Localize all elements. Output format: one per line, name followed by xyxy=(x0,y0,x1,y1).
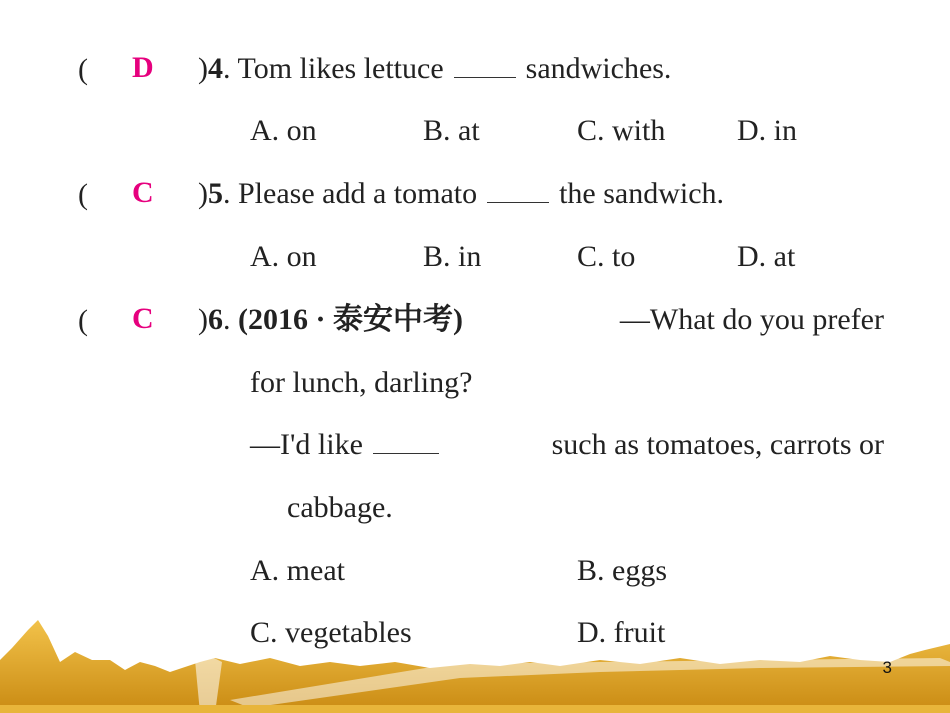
option-d: D. fruit xyxy=(577,616,666,649)
answer-letter: C xyxy=(132,302,154,335)
option-c: C. vegetables xyxy=(250,616,412,649)
question-line: cabbage. xyxy=(287,491,393,524)
option-d: D. at xyxy=(737,240,796,273)
question-stem: )5. Please add a tomato the sandwich. xyxy=(198,177,725,210)
question-source: (2016 · 泰安中考) xyxy=(238,303,463,336)
question-stem: )4. Tom likes lettuce sandwiches. xyxy=(198,52,672,85)
answer-blank xyxy=(487,180,549,203)
option-a: A. meat xyxy=(250,554,345,587)
question-line: for lunch, darling? xyxy=(250,366,473,399)
answer-letter: C xyxy=(132,176,154,209)
option-d: D. in xyxy=(737,114,797,147)
question-line: —I'd like such as tomatoes, carrots or xyxy=(250,428,884,461)
open-paren: ( xyxy=(78,53,88,86)
option-a: A. on xyxy=(250,240,317,273)
option-b: B. at xyxy=(423,114,480,147)
option-b: B. eggs xyxy=(577,554,667,587)
decorative-skyline-banner xyxy=(0,600,950,713)
option-c: C. with xyxy=(577,114,666,147)
answer-blank xyxy=(454,55,516,78)
option-a: A. on xyxy=(250,114,317,147)
option-c: C. to xyxy=(577,240,636,273)
page-number: 3 xyxy=(882,658,892,677)
question-stem: )6. (2016 · 泰安中考) —What do you prefer xyxy=(198,303,884,336)
option-b: B. in xyxy=(423,240,482,273)
answer-blank xyxy=(373,431,439,454)
open-paren: ( xyxy=(78,178,88,211)
open-paren: ( xyxy=(78,304,88,337)
answer-letter: D xyxy=(132,51,154,84)
